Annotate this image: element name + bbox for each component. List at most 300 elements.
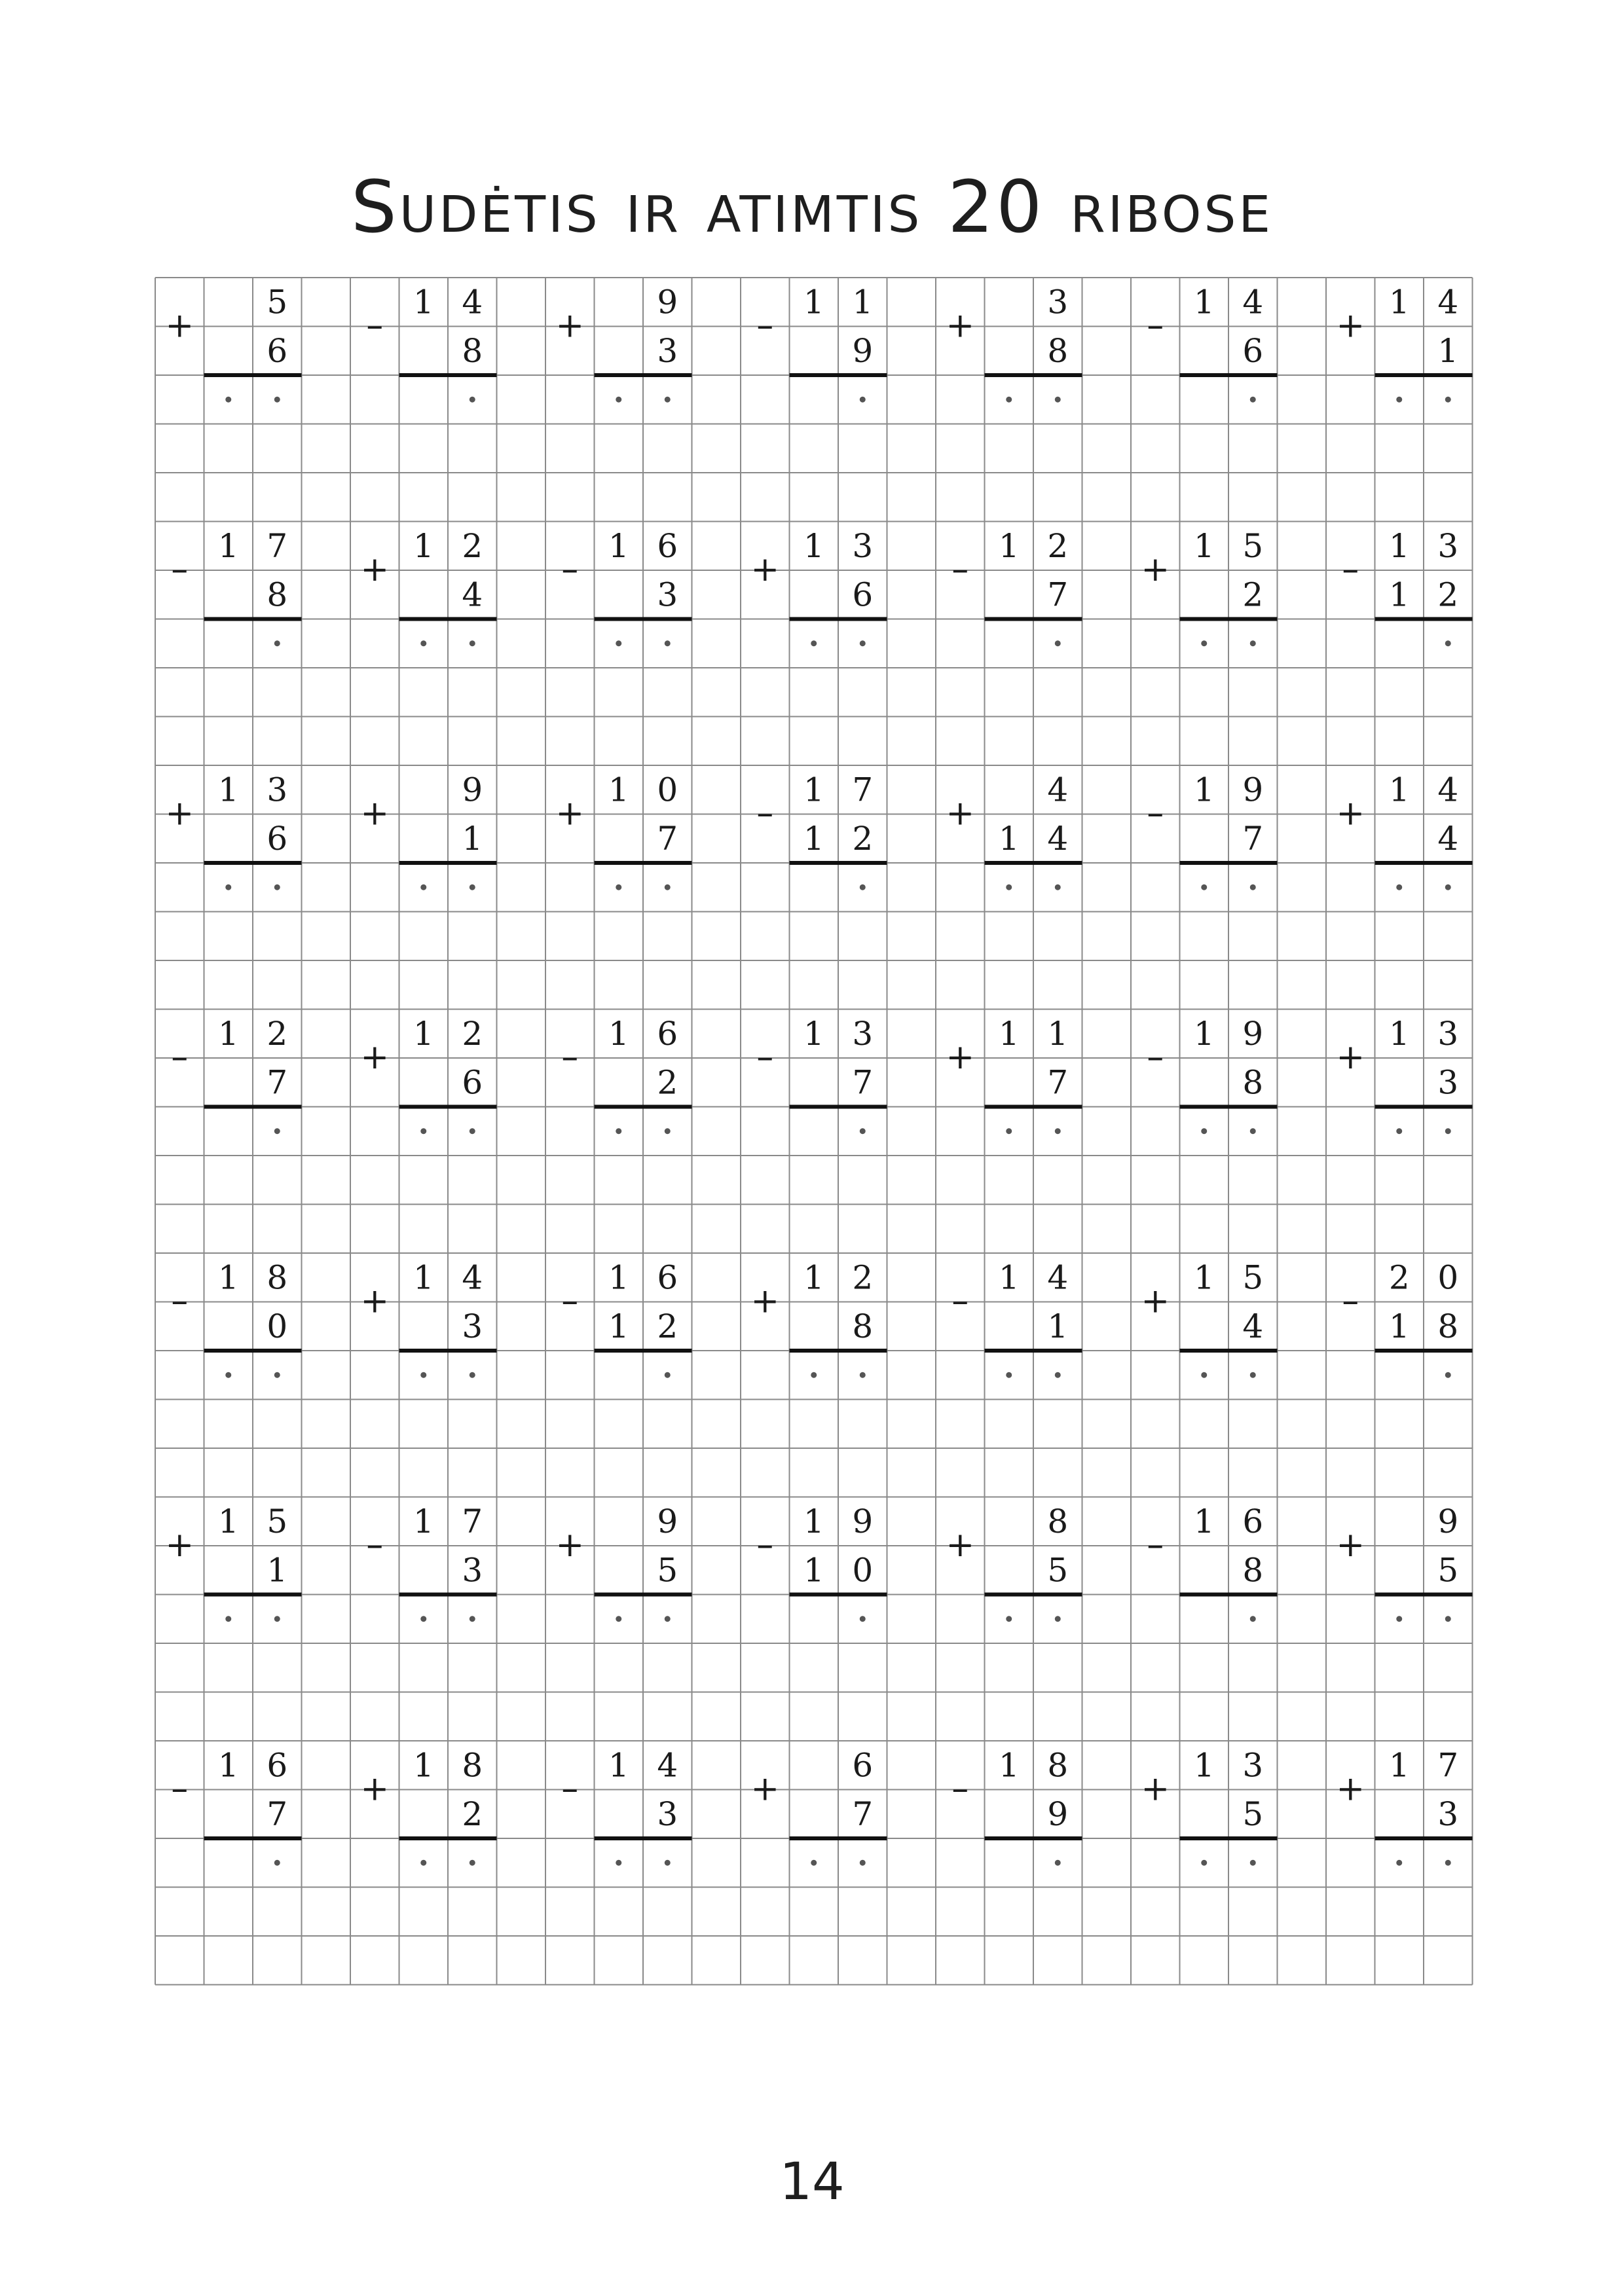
second-operand-digit: 8	[1437, 1307, 1459, 1345]
problem	[946, 283, 1082, 403]
second-operand-digit: 0	[267, 1307, 288, 1345]
problem	[1336, 283, 1472, 403]
second-operand-digit: 1	[803, 819, 824, 858]
second-operand-digit: 5	[1242, 1795, 1264, 1833]
second-operand-digit: 1	[803, 1551, 824, 1590]
first-operand-digit: 3	[1437, 526, 1459, 565]
first-operand-digit: 2	[462, 526, 483, 565]
first-operand-digit: 8	[462, 1746, 483, 1785]
plus-sign: +	[165, 1525, 194, 1565]
first-operand-digit: 1	[1193, 1258, 1215, 1297]
second-operand-digit: 8	[1242, 1551, 1264, 1590]
plus-sign: +	[750, 1769, 780, 1809]
first-operand-digit: 1	[413, 526, 434, 565]
plus-sign: +	[750, 550, 780, 589]
problem	[946, 771, 1082, 890]
second-operand-digit: 7	[1047, 575, 1069, 614]
problem	[1147, 1015, 1277, 1135]
answer-dot	[616, 1860, 621, 1866]
first-operand-digit: 1	[608, 526, 629, 565]
first-operand-digit: 5	[267, 1502, 288, 1540]
plus-sign: +	[946, 793, 975, 833]
first-operand-digit: 1	[1193, 1502, 1215, 1540]
problem	[946, 1015, 1082, 1135]
answer-dot	[665, 1860, 671, 1866]
problem	[750, 1746, 887, 1866]
first-operand-digit: 6	[852, 1746, 874, 1785]
first-operand-digit: 1	[217, 1746, 239, 1785]
second-operand-digit: 1	[1437, 331, 1459, 370]
first-operand-digit: 6	[657, 1258, 678, 1297]
problem	[561, 527, 692, 647]
second-operand-digit: 8	[1242, 1063, 1264, 1102]
first-operand-digit: 1	[803, 1502, 824, 1540]
first-operand-digit: 9	[1242, 771, 1264, 809]
first-operand-digit: 1	[608, 1258, 629, 1297]
answer-dot	[860, 1616, 866, 1622]
answer-dot	[274, 1372, 280, 1378]
problem	[1336, 1746, 1472, 1866]
first-operand-digit: 4	[657, 1746, 678, 1785]
second-operand-digit: 1	[1047, 1307, 1069, 1345]
plus-sign: +	[165, 306, 194, 346]
second-operand-digit: 6	[1242, 331, 1264, 370]
first-operand-digit: 7	[852, 771, 874, 809]
answer-dot	[470, 640, 475, 646]
minus-sign: –	[366, 1525, 384, 1565]
answer-dot	[1445, 1860, 1451, 1866]
answer-dot	[1250, 1372, 1256, 1378]
first-operand-digit: 1	[998, 1746, 1020, 1785]
answer-dot	[274, 1860, 280, 1866]
problem	[561, 1015, 692, 1135]
plus-sign: +	[1336, 306, 1365, 346]
second-operand-digit: 7	[267, 1063, 288, 1102]
first-operand-digit: 1	[608, 771, 629, 809]
problem	[561, 1746, 692, 1866]
problem	[1342, 527, 1472, 647]
answer-dot	[616, 1616, 621, 1622]
first-operand-digit: 1	[998, 1258, 1020, 1297]
minus-sign: –	[561, 1769, 579, 1809]
answer-dot	[665, 1372, 671, 1378]
plus-sign: +	[360, 793, 390, 833]
first-operand-digit: 1	[803, 1014, 824, 1053]
first-operand-digit: 8	[1047, 1502, 1069, 1540]
answer-dot	[1396, 1860, 1402, 1866]
answer-dot	[1006, 1128, 1012, 1134]
minus-sign: –	[1147, 1525, 1164, 1565]
answer-dot	[420, 640, 426, 646]
second-operand-digit: 1	[462, 819, 483, 858]
answer-dot	[811, 1372, 817, 1378]
minus-sign: –	[171, 1769, 189, 1809]
second-operand-digit: 6	[267, 331, 288, 370]
answer-dot	[1055, 1128, 1061, 1134]
second-operand-digit: 2	[1437, 575, 1459, 614]
second-operand-digit: 3	[657, 1795, 678, 1833]
first-operand-digit: 3	[267, 771, 288, 809]
answer-dot	[1445, 884, 1451, 890]
first-operand-digit: 6	[657, 1014, 678, 1053]
first-operand-digit: 9	[1437, 1502, 1459, 1540]
first-operand-digit: 6	[267, 1746, 288, 1785]
second-operand-digit: 3	[462, 1551, 483, 1590]
second-operand-digit: 5	[657, 1551, 678, 1590]
answer-dot	[860, 1372, 866, 1378]
second-operand-digit: 7	[852, 1063, 874, 1102]
problem	[750, 1258, 887, 1378]
first-operand-digit: 3	[1437, 1014, 1459, 1053]
first-operand-digit: 4	[1242, 283, 1264, 321]
answer-dot	[860, 397, 866, 403]
problem	[756, 1015, 887, 1135]
plus-sign: +	[360, 1038, 390, 1077]
answer-dot	[1201, 1128, 1207, 1134]
answer-dot	[616, 1128, 621, 1134]
second-operand-digit: 2	[657, 1307, 678, 1345]
answer-dot	[225, 397, 231, 403]
first-operand-digit: 1	[803, 526, 824, 565]
second-operand-digit: 2	[852, 819, 874, 858]
answer-dot	[665, 1616, 671, 1622]
answer-dot	[860, 884, 866, 890]
problem	[165, 1503, 301, 1622]
answer-dot	[1201, 640, 1207, 646]
second-operand-digit: 8	[462, 331, 483, 370]
second-operand-digit: 1	[608, 1307, 629, 1345]
second-operand-digit: 1	[1388, 1307, 1410, 1345]
first-operand-digit: 1	[998, 1014, 1020, 1053]
answer-dot	[665, 1128, 671, 1134]
plus-sign: +	[1336, 1038, 1365, 1077]
minus-sign: –	[1147, 306, 1164, 346]
plus-sign: +	[946, 1525, 975, 1565]
answer-dot	[1396, 884, 1402, 890]
first-operand-digit: 1	[608, 1014, 629, 1053]
second-operand-digit: 1	[998, 819, 1020, 858]
problem	[1141, 1746, 1277, 1866]
answer-dot	[470, 397, 475, 403]
first-operand-digit: 1	[1388, 1014, 1410, 1053]
problem	[1336, 1503, 1472, 1622]
minus-sign: –	[951, 1769, 969, 1809]
first-operand-digit: 9	[852, 1502, 874, 1540]
answer-dot	[420, 884, 426, 890]
answer-dot	[1445, 640, 1451, 646]
first-operand-digit: 7	[267, 526, 288, 565]
problem	[951, 1258, 1082, 1378]
answer-dot	[1445, 1128, 1451, 1134]
problem	[171, 1258, 301, 1378]
minus-sign: –	[561, 550, 579, 589]
problem	[1147, 283, 1277, 403]
second-operand-digit: 1	[267, 1551, 288, 1590]
second-operand-digit: 8	[852, 1307, 874, 1345]
answer-dot	[1250, 884, 1256, 890]
first-operand-digit: 2	[267, 1014, 288, 1053]
first-operand-digit: 1	[217, 526, 239, 565]
second-operand-digit: 6	[852, 575, 874, 614]
answer-dot	[1055, 1616, 1061, 1622]
plus-sign: +	[1141, 1281, 1170, 1321]
first-operand-digit: 3	[852, 526, 874, 565]
first-operand-digit: 3	[1047, 283, 1069, 321]
plus-sign: +	[555, 793, 585, 833]
plus-sign: +	[555, 1525, 585, 1565]
answer-dot	[1396, 397, 1402, 403]
first-operand-digit: 8	[267, 1258, 288, 1297]
problem	[555, 283, 692, 403]
second-operand-digit: 7	[852, 1795, 874, 1833]
answer-dot	[470, 884, 475, 890]
plus-sign: +	[750, 1281, 780, 1321]
answer-dot	[665, 884, 671, 890]
answer-dot	[1055, 884, 1061, 890]
problem	[555, 1503, 692, 1622]
minus-sign: –	[1342, 1281, 1359, 1321]
problem	[360, 771, 496, 890]
second-operand-digit: 2	[1242, 575, 1264, 614]
answer-dot	[420, 1372, 426, 1378]
first-operand-digit: 1	[217, 1502, 239, 1540]
plus-sign: +	[1141, 1769, 1170, 1809]
second-operand-digit: 7	[1047, 1063, 1069, 1102]
problem	[360, 527, 496, 647]
problem	[1336, 771, 1472, 890]
answer-dot	[420, 1616, 426, 1622]
first-operand-digit: 1	[1193, 283, 1215, 321]
first-operand-digit: 1	[608, 1746, 629, 1785]
first-operand-digit: 4	[1047, 771, 1069, 809]
minus-sign: –	[561, 1281, 579, 1321]
answer-dot	[1445, 1372, 1451, 1378]
problem	[750, 527, 887, 647]
second-operand-digit: 8	[1047, 331, 1069, 370]
problem	[171, 1015, 301, 1135]
first-operand-digit: 4	[1047, 1258, 1069, 1297]
answer-dot	[665, 640, 671, 646]
minus-sign: –	[366, 306, 384, 346]
second-operand-digit: 4	[1242, 1307, 1264, 1345]
first-operand-digit: 3	[852, 1014, 874, 1053]
plus-sign: +	[946, 1038, 975, 1077]
answer-dot	[470, 1372, 475, 1378]
answer-dot	[420, 1128, 426, 1134]
answer-dot	[1055, 640, 1061, 646]
plus-sign: +	[1141, 550, 1170, 589]
problem	[366, 1503, 496, 1622]
minus-sign: –	[171, 1038, 189, 1077]
plus-sign: +	[555, 306, 585, 346]
answer-dot	[860, 1128, 866, 1134]
problem	[756, 1503, 887, 1622]
second-operand-digit: 3	[1437, 1795, 1459, 1833]
first-operand-digit: 1	[1193, 1014, 1215, 1053]
first-operand-digit: 1	[1388, 283, 1410, 321]
first-operand-digit: 1	[998, 526, 1020, 565]
problem	[561, 1258, 692, 1378]
first-operand-digit: 1	[413, 1502, 434, 1540]
problem	[1147, 771, 1277, 890]
answer-dot	[470, 1860, 475, 1866]
first-operand-digit: 4	[1437, 283, 1459, 321]
answer-dot	[811, 640, 817, 646]
first-operand-digit: 2	[852, 1258, 874, 1297]
minus-sign: –	[171, 1281, 189, 1321]
second-operand-digit: 3	[657, 575, 678, 614]
answer-dot	[1445, 397, 1451, 403]
plus-sign: +	[1336, 1769, 1365, 1809]
second-operand-digit: 9	[1047, 1795, 1069, 1833]
problem	[1342, 1258, 1472, 1378]
answer-dot	[274, 397, 280, 403]
answer-dot	[1055, 1372, 1061, 1378]
first-operand-digit: 1	[1388, 771, 1410, 809]
answer-dot	[1006, 1616, 1012, 1622]
first-operand-digit: 7	[462, 1502, 483, 1540]
first-operand-digit: 2	[1047, 526, 1069, 565]
problem	[555, 771, 692, 890]
first-operand-digit: 8	[1047, 1746, 1069, 1785]
answer-dot	[1201, 884, 1207, 890]
first-operand-digit: 1	[413, 1014, 434, 1053]
plus-sign: +	[946, 306, 975, 346]
minus-sign: –	[756, 1038, 774, 1077]
first-operand-digit: 1	[852, 283, 874, 321]
first-operand-digit: 1	[413, 1258, 434, 1297]
first-operand-digit: 1	[1047, 1014, 1069, 1053]
first-operand-digit: 1	[803, 1258, 824, 1297]
minus-sign: –	[561, 1038, 579, 1077]
first-operand-digit: 1	[1193, 771, 1215, 809]
first-operand-digit: 1	[1388, 1746, 1410, 1785]
minus-sign: –	[171, 550, 189, 589]
answer-dot	[1445, 1616, 1451, 1622]
plus-sign: +	[360, 1281, 390, 1321]
second-operand-digit: 7	[1242, 819, 1264, 858]
answer-dot	[420, 1860, 426, 1866]
second-operand-digit: 0	[852, 1551, 874, 1590]
answer-dot	[274, 1128, 280, 1134]
first-operand-digit: 0	[1437, 1258, 1459, 1297]
plus-sign: +	[360, 550, 390, 589]
second-operand-digit: 2	[462, 1795, 483, 1833]
answer-dot	[1250, 1128, 1256, 1134]
minus-sign: –	[756, 1525, 774, 1565]
second-operand-digit: 1	[1388, 575, 1410, 614]
answer-dot	[1006, 397, 1012, 403]
second-operand-digit: 8	[267, 575, 288, 614]
second-operand-digit: 3	[462, 1307, 483, 1345]
second-operand-digit: 7	[267, 1795, 288, 1833]
answer-dot	[225, 1616, 231, 1622]
minus-sign: –	[1147, 793, 1164, 833]
first-operand-digit: 1	[413, 283, 434, 321]
answer-dot	[1055, 1860, 1061, 1866]
minus-sign: –	[951, 1281, 969, 1321]
plus-sign: +	[360, 1769, 390, 1809]
answer-dot	[1250, 397, 1256, 403]
problem	[756, 283, 887, 403]
problem	[1147, 1503, 1277, 1622]
problem	[951, 1746, 1082, 1866]
second-operand-digit: 2	[657, 1063, 678, 1102]
first-operand-digit: 1	[217, 1014, 239, 1053]
answer-dot	[470, 1128, 475, 1134]
page-title: Sudėtis ir atimtis 20 ribose	[350, 164, 1274, 249]
first-operand-digit: 9	[1242, 1014, 1264, 1053]
second-operand-digit: 4	[462, 575, 483, 614]
second-operand-digit: 7	[657, 819, 678, 858]
answer-dot	[860, 640, 866, 646]
first-operand-digit: 2	[462, 1014, 483, 1053]
problem	[165, 283, 301, 403]
first-operand-digit: 4	[462, 1258, 483, 1297]
second-operand-digit: 3	[657, 331, 678, 370]
answer-dot	[811, 1860, 817, 1866]
second-operand-digit: 6	[462, 1063, 483, 1102]
problem	[756, 771, 887, 890]
second-operand-digit: 9	[852, 331, 874, 370]
second-operand-digit: 4	[1437, 819, 1459, 858]
problem	[360, 1746, 496, 1866]
minus-sign: –	[951, 550, 969, 589]
answer-dot	[1201, 1372, 1207, 1378]
problem	[165, 771, 301, 890]
first-operand-digit: 7	[1437, 1746, 1459, 1785]
minus-sign: –	[756, 793, 774, 833]
first-operand-digit: 6	[657, 526, 678, 565]
answer-dot	[225, 1372, 231, 1378]
first-operand-digit: 1	[803, 283, 824, 321]
answer-dot	[1250, 1860, 1256, 1866]
first-operand-digit: 0	[657, 771, 678, 809]
answer-dot	[1396, 1616, 1402, 1622]
answer-dot	[225, 884, 231, 890]
first-operand-digit: 9	[657, 1502, 678, 1540]
answer-dot	[1201, 1860, 1207, 1866]
first-operand-digit: 1	[217, 1258, 239, 1297]
plus-sign: +	[1336, 1525, 1365, 1565]
problem	[946, 1503, 1082, 1622]
minus-sign: –	[756, 306, 774, 346]
first-operand-digit: 1	[413, 1746, 434, 1785]
problem	[1141, 1258, 1277, 1378]
problem	[951, 527, 1082, 647]
second-operand-digit: 6	[267, 819, 288, 858]
answer-dot	[616, 397, 621, 403]
second-operand-digit: 4	[1047, 819, 1069, 858]
plus-sign: +	[165, 793, 194, 833]
answer-dot	[274, 884, 280, 890]
answer-dot	[1006, 1372, 1012, 1378]
first-operand-digit: 1	[803, 771, 824, 809]
first-operand-digit: 3	[1242, 1746, 1264, 1785]
second-operand-digit: 3	[1437, 1063, 1459, 1102]
answer-dot	[1006, 884, 1012, 890]
problem	[1141, 527, 1277, 647]
first-operand-digit: 5	[267, 283, 288, 321]
answer-dot	[470, 1616, 475, 1622]
problem	[171, 1746, 301, 1866]
first-operand-digit: 5	[1242, 526, 1264, 565]
first-operand-digit: 9	[462, 771, 483, 809]
answer-dot	[616, 640, 621, 646]
first-operand-digit: 1	[1193, 526, 1215, 565]
problem	[366, 283, 496, 403]
answer-dot	[665, 397, 671, 403]
